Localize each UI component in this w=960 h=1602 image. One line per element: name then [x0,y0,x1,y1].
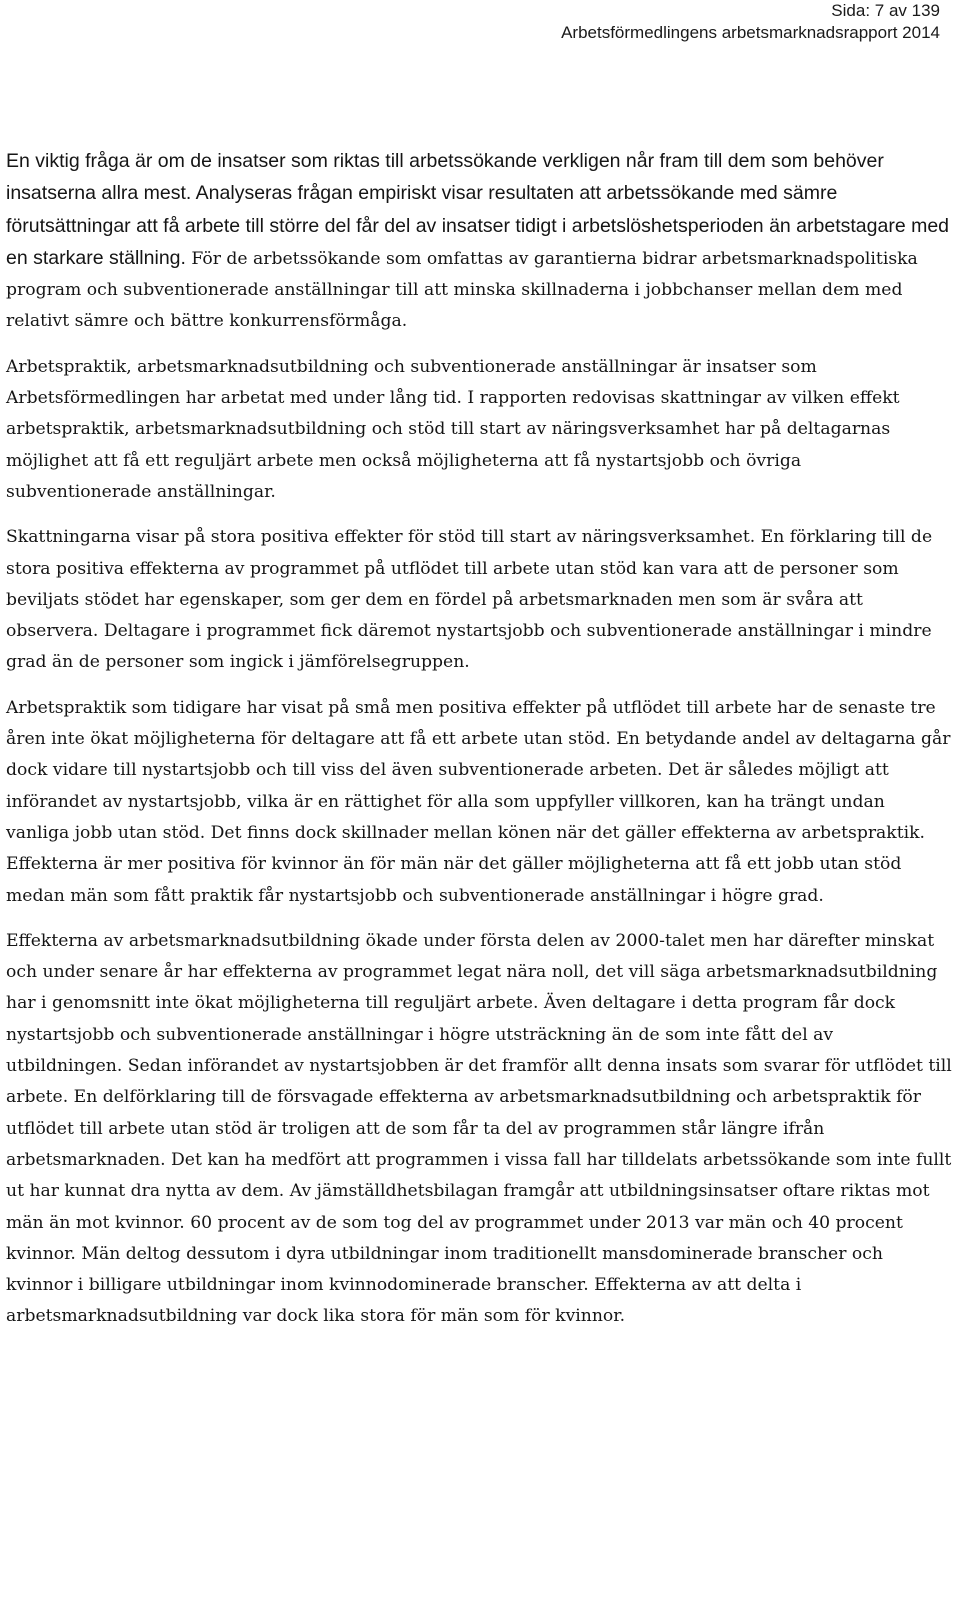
paragraph-3: Skattningarna visar på stora positiva effekter för stöd till start av näringsverksamhet. En förklaring till de stora positiva effekterna av programmet på utflödet till arbete utan stöd kan vara att de personer som beviljats stödet har egenskaper, som ger dem en fördel på arbetsmarknaden men som är svåra att observera. Deltagare i programmet fick däremot nystartsjobb och subventionerade anställningar i mindre grad än de personer som ingick i jämförelsegruppen. [6,527,933,673]
paragraph-1 [6,146,952,338]
report-title: Arbetsförmedlingens arbetsmarknadsrapport 2014 [561,23,940,42]
page-number: Sida: 7 av 139 [831,1,940,20]
paragraph-5: Effekterna av arbetsmarknadsutbildning ökade under första delen av 2000-talet men har därefter minskat och under senare år har effekterna av programmet legat nära noll, det vill säga arbetsmarknadsutbildning har i genomsnitt inte ökat möjligheterna till reguljärt arbete. Även deltagare i detta program får dock nystartsjobb och subventionerade anställningar i högre utsträckning än de som inte fått del av utbildningen. Sedan införandet av nystartsjobben är det framför allt denna insats som svarar för utflödet till arbete. En delförklaring till de försvagade effekterna av arbetsmarknadsutbildning och arbetspraktik för utflödet till arbete utan stöd är troligen att de som får ta del av programmen står längre ifrån arbetsmarknaden. Det kan ha medfört att programmen i vissa fall har tilldelats arbetssökande som inte fullt ut har kunnat dra nytta av dem. Av jämställdhetsbilagan framgår att utbildningsinsatser oftare riktas mot män än mot kvinnor. 60 procent av de som tog del av programmet under 2013 var män och 40 procent kvinnor. Män deltog dessutom i dyra utbildningar inom traditionellt mansdominerade branscher och kvinnor i billigare utbildningar inom kvinnodominerade branscher. Effekterna av att delta i arbetsmarknadsutbildning var dock lika stora för män som för kvinnor. [6,930,952,1327]
paragraph-1-sans-text: En viktig fråga är om de insatser som riktas till arbetssökande verkligen når fram till dem som behöver insatserna allra mest. Analyseras frågan empiriskt visar resultaten att arbetssökande med sämre förutsättningar att få arbete till större del får del av insatser tidigt i arbetslöshetsperioden än arbetstagare med en starkare ställning. [6,150,950,269]
paragraph-4: Arbetspraktik som tidigare har visat på små men positiva effekter på utflödet till arbete har de senaste tre åren inte ökat möjligheterna för deltagare att få ett arbete utan stöd. En betydande andel av deltagarna går dock vidare till nystartsjobb och till viss del även subventionerade arbeten. Det är således möjligt att införandet av nystartsjobb, vilka är en rättighet för alla som uppfyller villkoren, kan ha trängt undan vanliga jobb utan stöd. Det finns dock skillnader mellan könen när det gäller effekterna av arbetspraktik. Effekterna är mer positiva för kvinnor än för män när det gäller möjligheterna att få ett jobb utan stöd medan män som fått praktik får nystartsjobb och subventionerade anställningar i högre grad. [6,697,951,906]
paragraph-1-serif-text: För de arbetssökande som omfattas av garantierna bidrar arbetsmarknadspolitiska program och subventionerade anställningar till att minska skillnaderna i jobbchanser mellan dem med relativt sämre och bättre konkurrensförmåga. [6,248,918,332]
paragraph-2: Arbetspraktik, arbetsmarknadsutbildning och subventionerade anställningar är insatser som Arbetsförmedlingen har arbetat med under lång tid. I rapporten redovisas skattningar av vilken effekt arbetspraktik, arbetsmarknadsutbildning och stöd till start av näringsverksamhet har på deltagarnas möjlighet att få ett reguljärt arbete men också möjligheterna att få nystartsjobb och övriga subventionerade anställningar. [6,356,900,502]
page-header [561,0,940,44]
document-body [6,146,952,1347]
